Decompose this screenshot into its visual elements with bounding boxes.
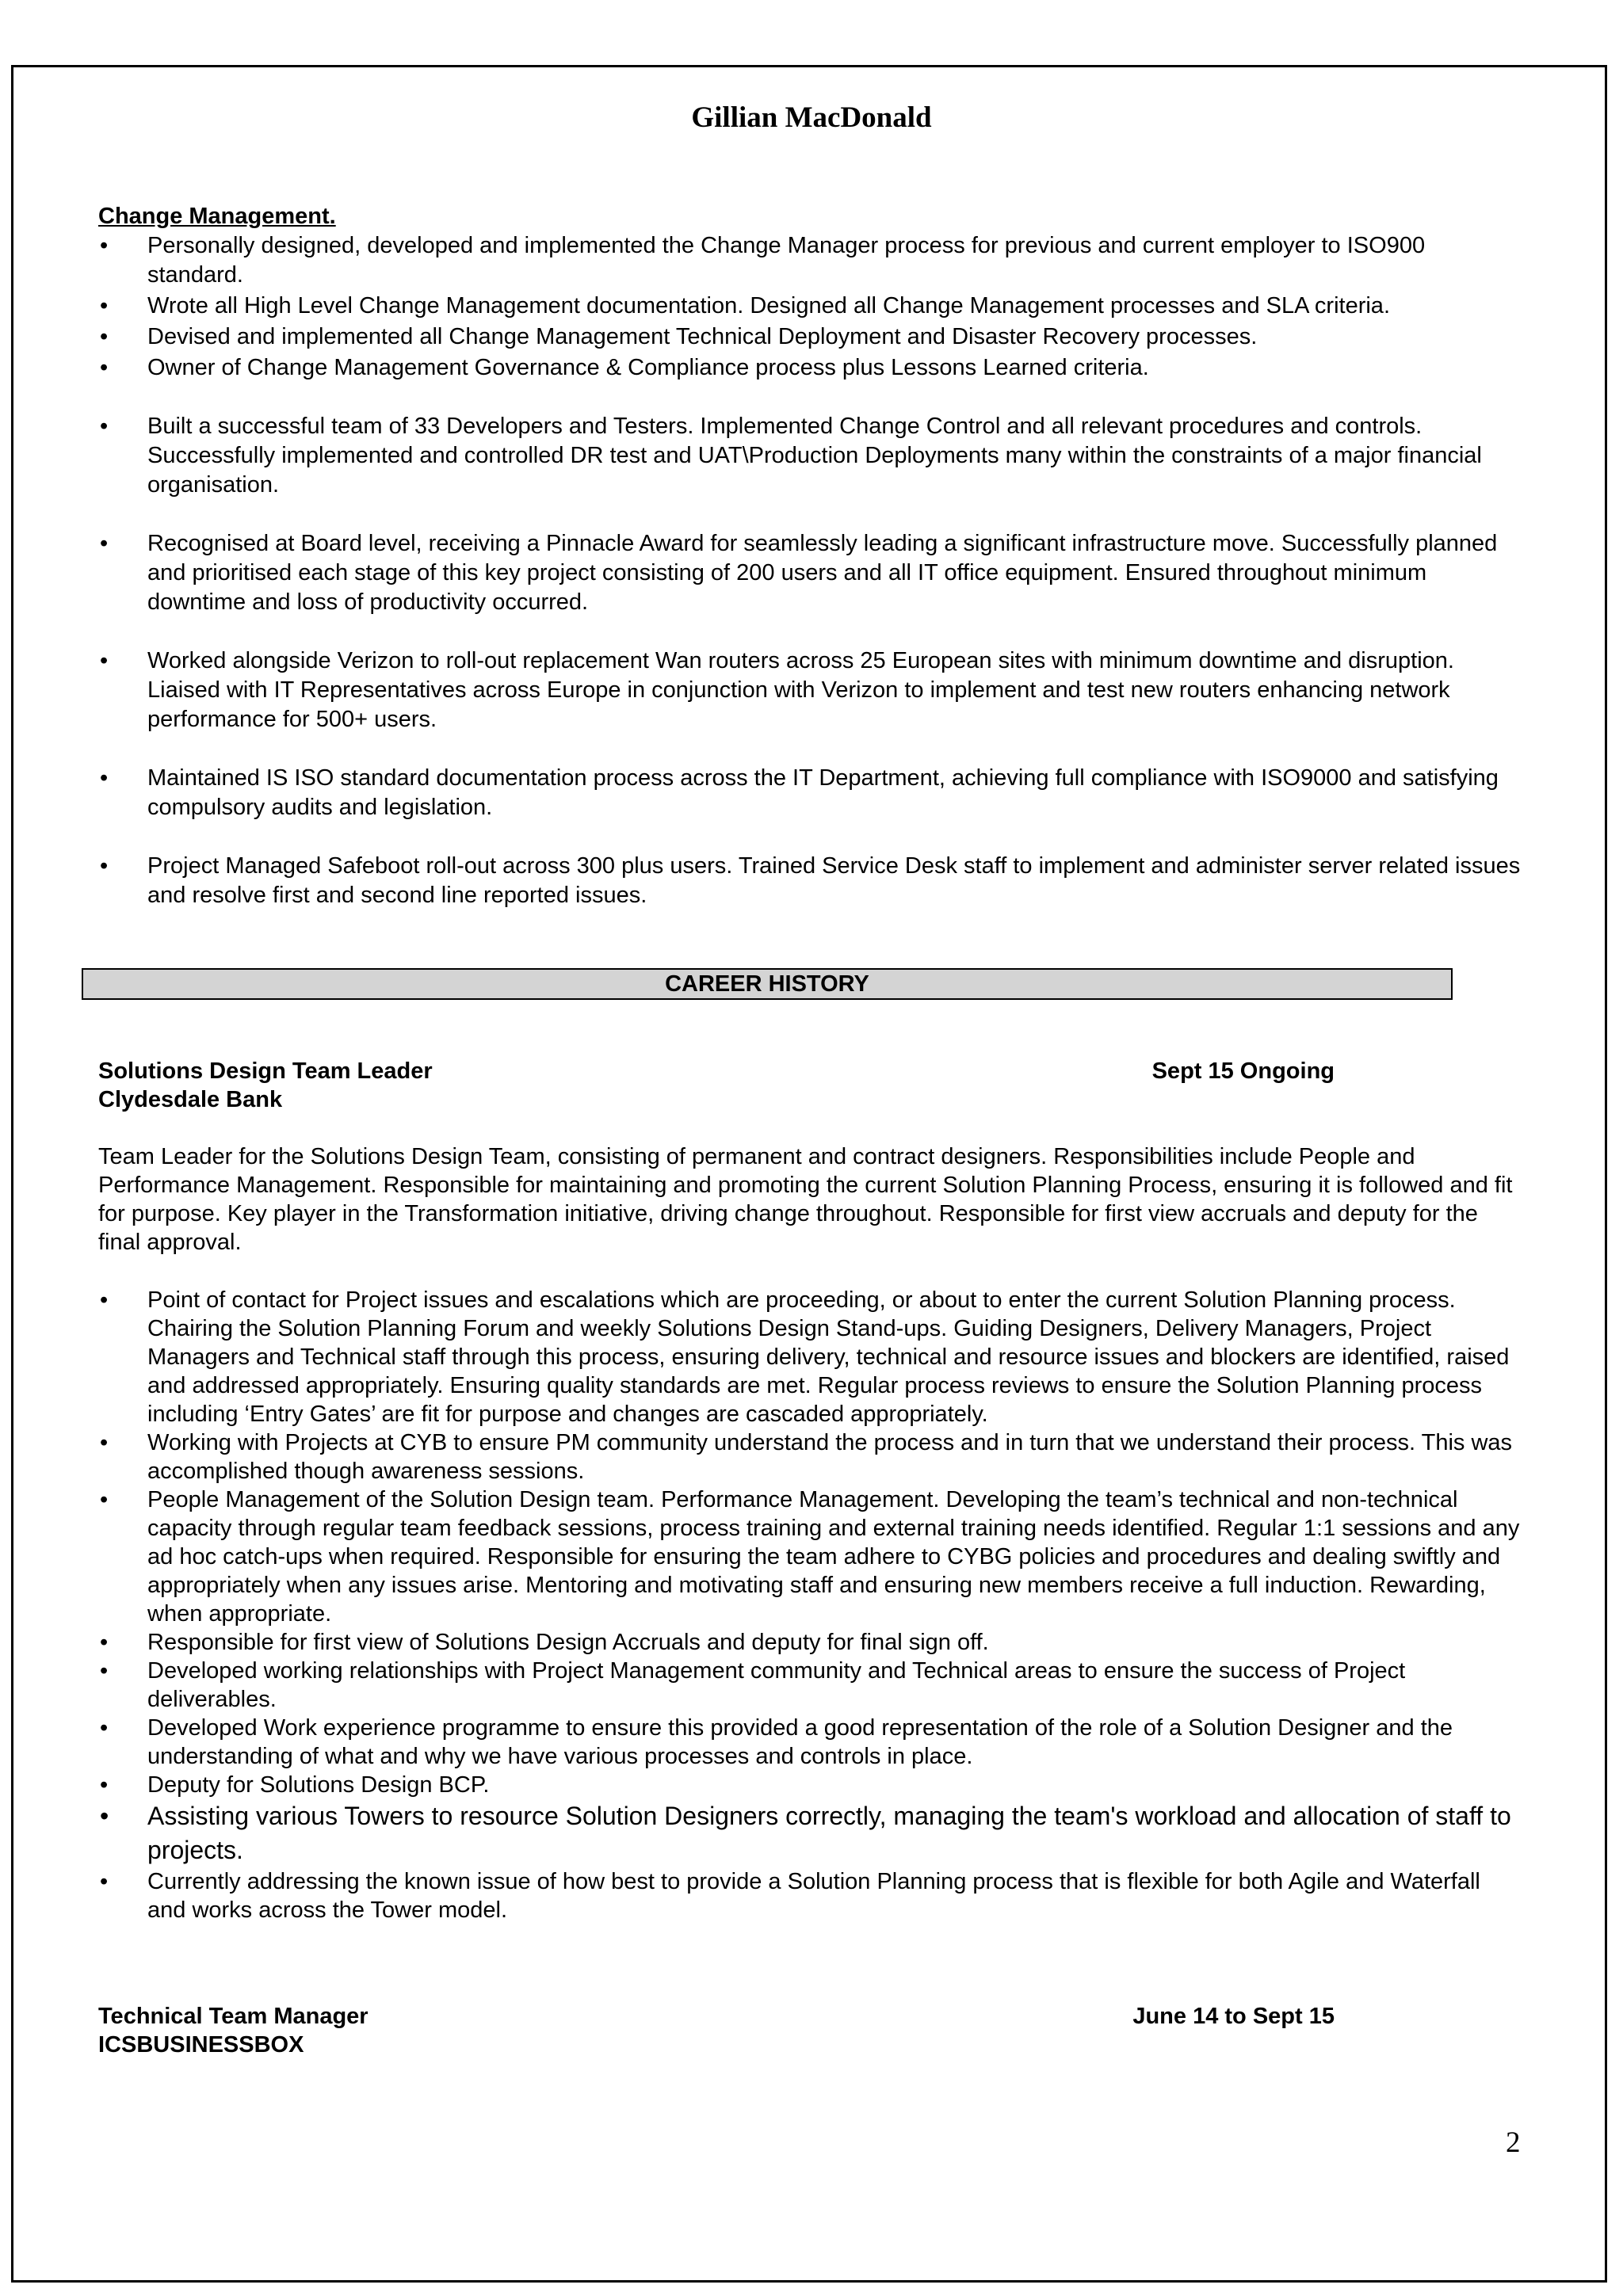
list-item: • Recognised at Board level, receiving a Pinnacle Award for seamlessly leading a significant infrastructure move. Successfully planned and prioritised each stage of this key project consisting of 200 users and all IT office equipment. Ensured throughout minimum downtime and loss of productivity occurred. — [98, 529, 1525, 617]
list-item: • Owner of Change Management Governance & Compliance process plus Lessons Learned criteria. — [98, 353, 1525, 383]
list-item: • Wrote all High Level Change Management documentation. Designed all Change Management processes and SLA criteria. — [98, 292, 1525, 321]
job-header-solutions-design — [98, 1057, 1335, 1114]
change-management-section — [98, 202, 1525, 910]
job-description-solutions-design — [98, 1142, 1525, 1924]
list-item: • Developed working relationships with Project Management community and Technical areas to ensure the success of Project deliverables. — [98, 1657, 1525, 1714]
list-item: • Deputy for Solutions Design BCP. — [98, 1771, 1525, 1799]
job-dates: June 14 to Sept 15 — [1132, 2004, 1335, 2029]
change-management-list — [98, 231, 1525, 910]
change-management-heading: Change Management. — [98, 204, 336, 229]
list-item: • Built a successful team of 33 Developers and Testers. Implemented Change Control and all relevant procedures and controls. Successfully implemented and controlled DR test and UAT\Production Deployments many within the constraints of a major financial organisation. — [98, 412, 1525, 500]
list-item: • Personally designed, developed and implemented the Change Manager process for previous and current employer to ISO900 standard. — [98, 231, 1525, 290]
list-item: • Developed Work experience programme to ensure this provided a good representation of the role of a Solution Designer and the understanding of what and why we have various processes and controls in place. — [98, 1714, 1525, 1771]
document-title: Gillian MacDonald — [691, 101, 932, 134]
list-item: • Assisting various Towers to resource Solution Designers correctly, managing the team's workload and allocation of staff to projects. — [98, 1799, 1525, 1867]
job-dates: Sept 15 Ongoing — [1151, 1058, 1335, 1084]
page-number: 2 — [1506, 2126, 1521, 2159]
list-item: • Working with Projects at CYB to ensure PM community understand the process and in turn that we understand their process. This was accomplished though awareness sessions. — [98, 1428, 1525, 1486]
list-item: • Project Managed Safeboot roll-out across 300 plus users. Trained Service Desk staff to implement and administer server related issues and resolve first and second line reported issues. — [98, 852, 1525, 910]
list-item: • Point of contact for Project issues and escalations which are proceeding, or about to enter the current Solution Planning process. Chairing the Solution Planning Forum and weekly Solutions Design Stand-ups. Guiding Designers, Delivery Managers, Project Managers and Technical staff through this process, ensuring delivery, technical and resource issues and blockers are identified, raised and addressed appropriately. Ensuring quality standards are met. Regular process reviews to ensure the Solution Planning process including ‘Entry Gates’ are fit for purpose and changes are cascaded appropriately. — [98, 1286, 1525, 1428]
job-company: ICSBUSINESSBOX — [98, 2032, 304, 2058]
list-item: • Worked alongside Verizon to roll-out replacement Wan routers across 25 European sites with minimum downtime and disruption. Liaised with IT Representatives across Europe in conjunction with Verizon to implement and test new routers enhancing network performance for 500+ users. — [98, 646, 1525, 734]
list-item: • Currently addressing the known issue of how best to provide a Solution Planning process that is flexible for both Agile and Waterfall and works across the Tower model. — [98, 1867, 1525, 1924]
job-title: Solutions Design Team Leader — [98, 1058, 433, 1084]
job-title: Technical Team Manager — [98, 2004, 369, 2029]
list-item: • Devised and implemented all Change Management Technical Deployment and Disaster Recovery processes. — [98, 322, 1525, 352]
job-company: Clydesdale Bank — [98, 1087, 283, 1112]
career-history-heading: CAREER HISTORY — [82, 968, 1453, 1000]
job-summary: Team Leader for the Solutions Design Team, consisting of permanent and contract designers. Responsibilities include People and Performance Management. Responsible for maintaining and promoting the current Solution Planning Process, ensuring it is followed and fit for purpose. Key player in the Transformation initiative, driving change throughout. Responsible for first view accruals and deputy for the final approval. — [98, 1144, 1513, 1255]
job-header-technical-team-manager — [98, 2002, 1335, 2059]
list-item: • People Management of the Solution Design team. Performance Management. Developing the team’s technical and non-technical capacity through regular team feedback sessions, process training and external training needs identified. Regular 1:1 sessions and any ad hoc catch-ups when required. Responsible for ensuring the team adhere to CYBG policies and procedures and dealing swiftly and appropriately when any issues arise. Mentoring and motivating staff and ensuring new members receive a full induction. Rewarding, when appropriate. — [98, 1486, 1525, 1628]
job-responsibilities-list — [98, 1286, 1525, 1924]
list-item: • Maintained IS ISO standard documentation process across the IT Department, achieving full compliance with ISO9000 and satisfying compulsory audits and legislation. — [98, 764, 1525, 822]
list-item: • Responsible for first view of Solutions Design Accruals and deputy for final sign off. — [98, 1628, 1525, 1657]
